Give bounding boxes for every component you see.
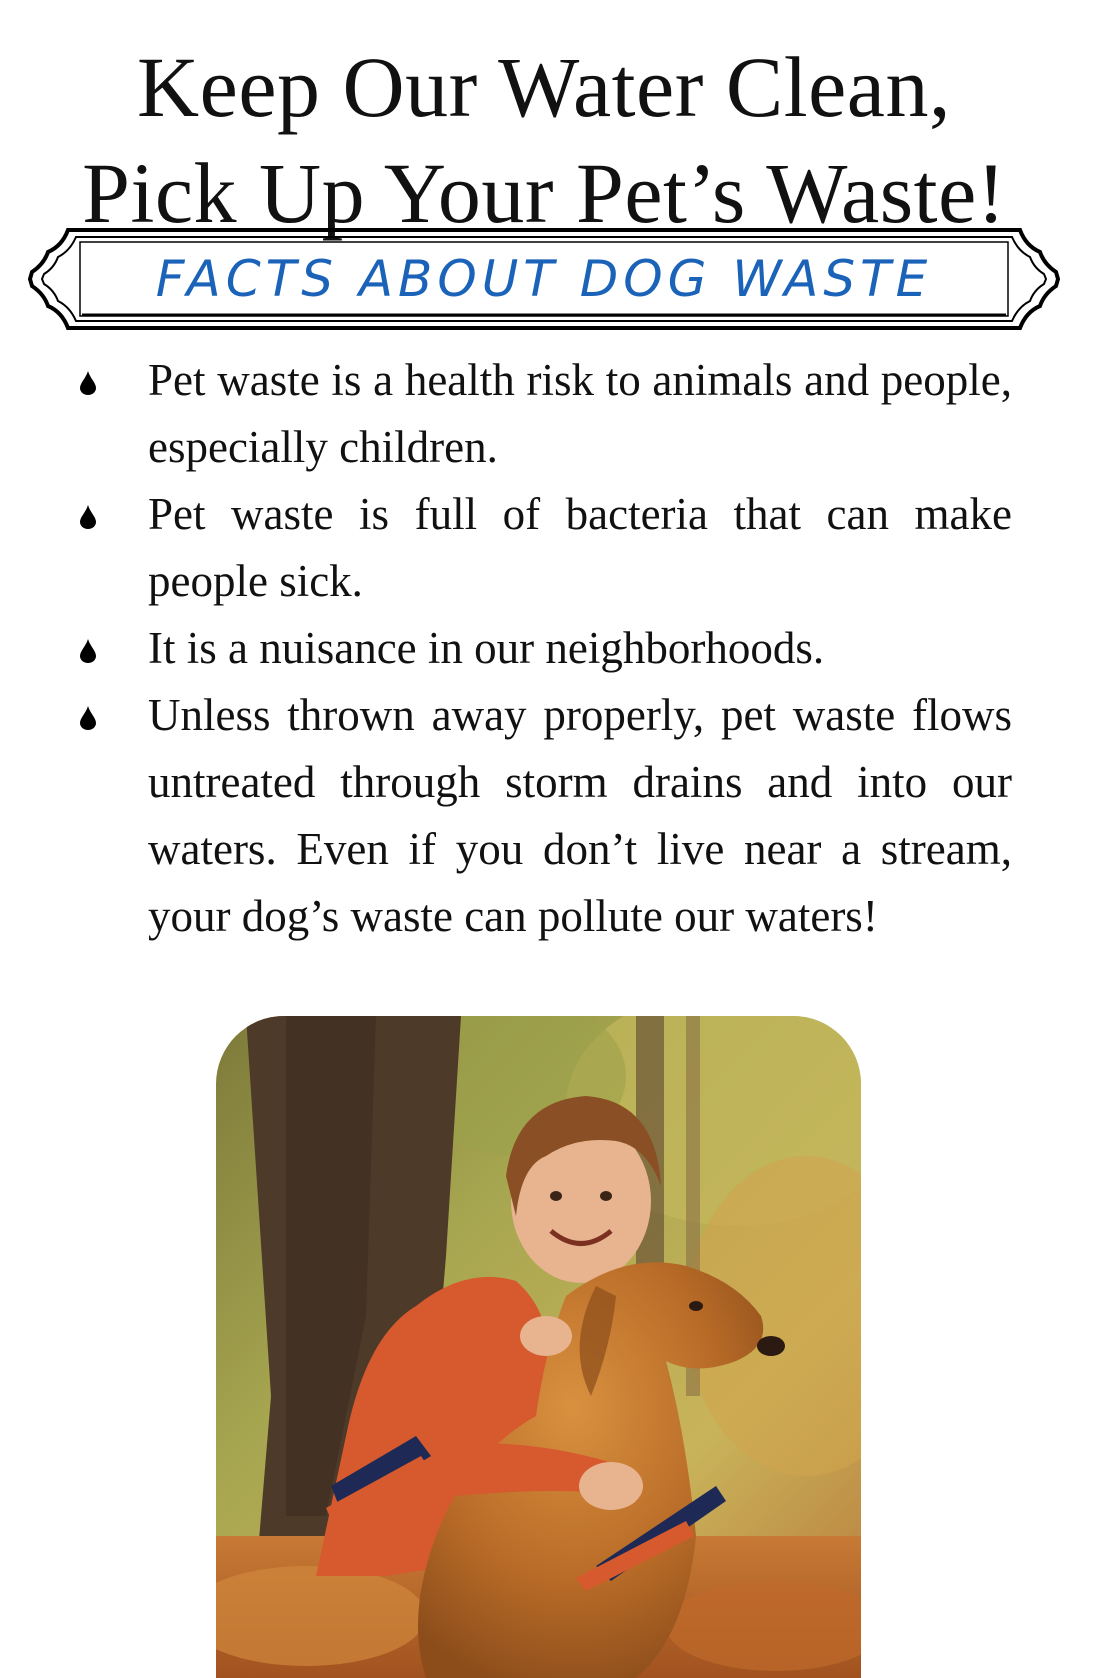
title-line-1: Keep Our Water Clean, (137, 39, 951, 135)
fact-item (0, 615, 1012, 682)
fact-item (0, 682, 1012, 950)
fact-item (0, 347, 1012, 481)
fact-item (0, 481, 1012, 615)
fact-text: Pet waste is full of bacteria that can make people sick. (148, 489, 1012, 606)
banner-title: FACTS ABOUT DOG WASTE (155, 250, 933, 308)
water-drop-icon (79, 505, 97, 529)
water-drop-icon (79, 371, 97, 395)
facts-banner (28, 224, 1060, 334)
fact-text: It is a nuisance in our neighborhoods. (148, 623, 825, 673)
water-drop-icon (79, 706, 97, 730)
fact-text: Pet waste is a health risk to animals and people, especially children. (148, 355, 1012, 472)
title-line-2: Pick Up Your Pet’s Waste! (82, 145, 1006, 241)
fact-text: Unless thrown away properly, pet waste flows untreated through storm drains and into our waters. Even if you don’t live near a stream, your dog’s waste can pollute our waters! (148, 690, 1012, 941)
page-title (0, 34, 1088, 246)
child-with-dog-photo (216, 1016, 861, 1678)
facts-list (0, 347, 1110, 950)
photo-illustration (216, 1016, 861, 1678)
water-drop-icon (79, 639, 97, 663)
